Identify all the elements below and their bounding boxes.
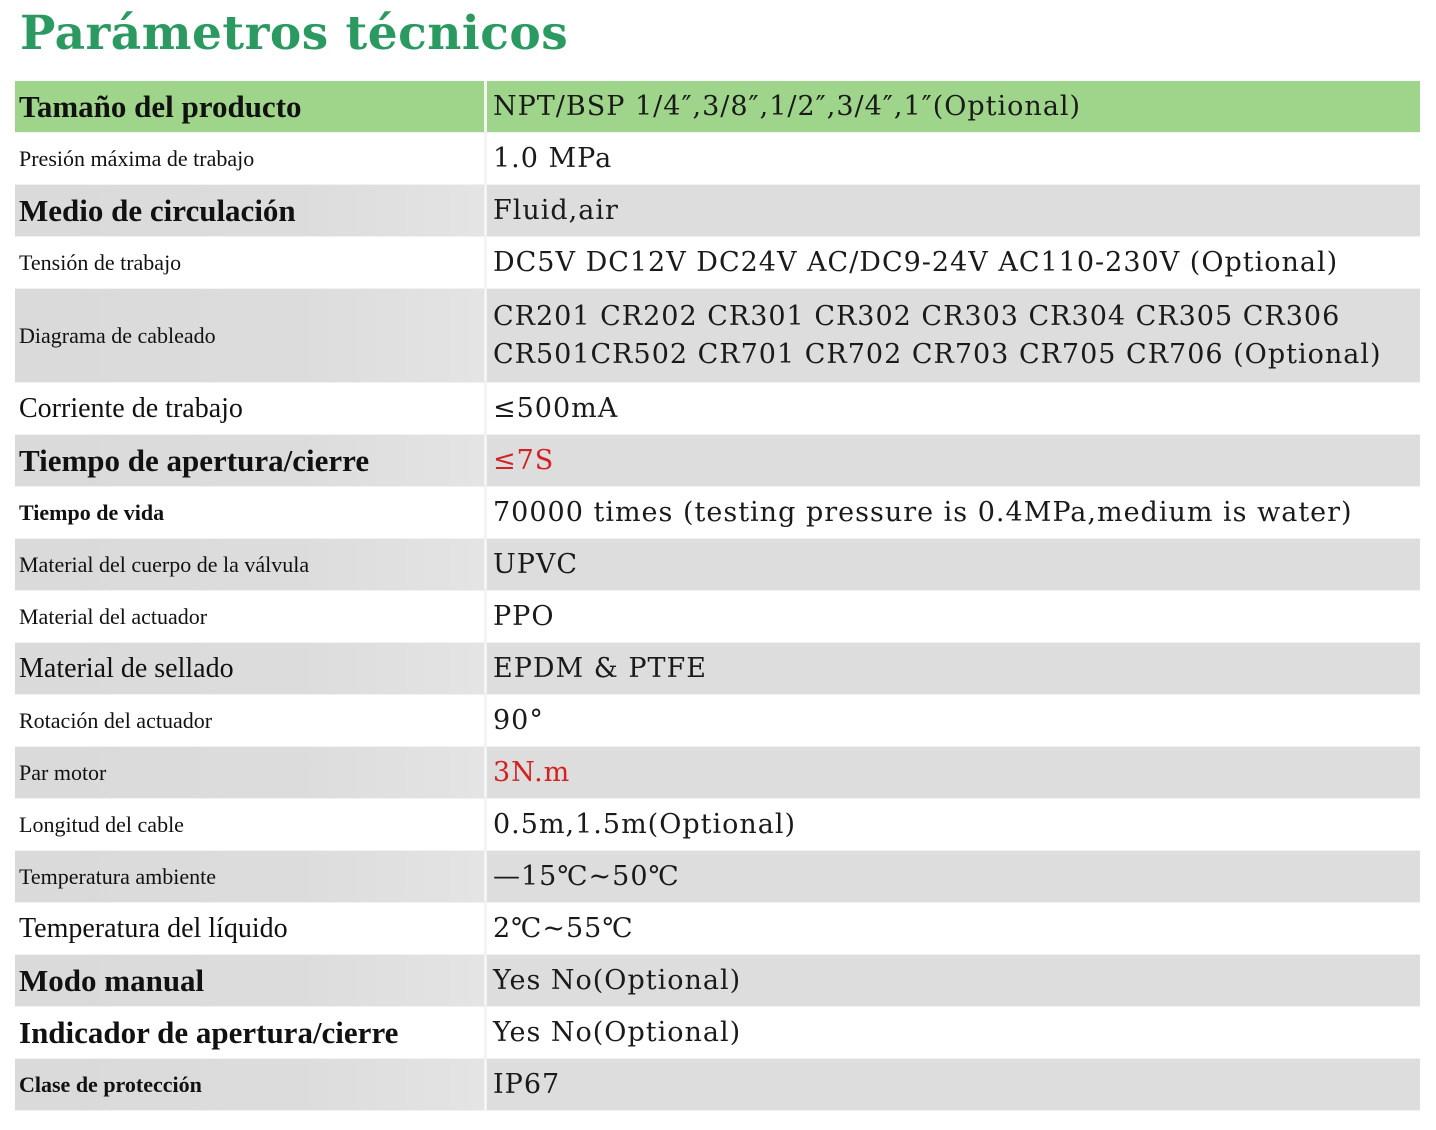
row-label: Material del cuerpo de la válvula bbox=[15, 539, 487, 590]
row-label: Clase de protección bbox=[15, 1059, 487, 1110]
row-value: NPT/BSP 1/4″,3/8″,1/2″,3/4″,1″(Optional) bbox=[487, 81, 1420, 132]
table-row bbox=[15, 81, 1420, 133]
row-label: Diagrama de cableado bbox=[15, 289, 487, 382]
row-label: Material del actuador bbox=[15, 591, 487, 642]
table-row bbox=[15, 133, 1420, 185]
table-row bbox=[15, 1059, 1420, 1111]
row-label: Rotación del actuador bbox=[15, 695, 487, 746]
row-value: PPO bbox=[487, 591, 1420, 642]
page-title: Parámetros técnicos bbox=[20, 6, 569, 61]
row-value: ≤500mA bbox=[487, 383, 1420, 434]
row-value: ≤7S bbox=[487, 435, 1420, 486]
row-value: Yes No(Optional) bbox=[487, 955, 1420, 1006]
row-label: Presión máxima de trabajo bbox=[15, 133, 487, 184]
table-row bbox=[15, 435, 1420, 487]
row-label: Medio de circulación bbox=[15, 185, 487, 236]
row-value: EPDM & PTFE bbox=[487, 643, 1420, 694]
row-value bbox=[487, 289, 1420, 382]
row-label: Par motor bbox=[15, 747, 487, 798]
row-value: IP67 bbox=[487, 1059, 1420, 1110]
table-row bbox=[15, 903, 1420, 955]
row-value: 3N.m bbox=[487, 747, 1420, 798]
table-row bbox=[15, 799, 1420, 851]
row-value: 90° bbox=[487, 695, 1420, 746]
row-label: Material de sellado bbox=[15, 643, 487, 694]
table-row bbox=[15, 185, 1420, 237]
table-row bbox=[15, 851, 1420, 903]
row-value: 1.0 MPa bbox=[487, 133, 1420, 184]
table-row bbox=[15, 289, 1420, 383]
table-row bbox=[15, 539, 1420, 591]
table-row bbox=[15, 955, 1420, 1007]
table-row bbox=[15, 1007, 1420, 1059]
row-label: Tiempo de vida bbox=[15, 487, 487, 538]
row-label: Tiempo de apertura/cierre bbox=[15, 435, 487, 486]
row-label: Temperatura ambiente bbox=[15, 851, 487, 902]
row-value: Yes No(Optional) bbox=[487, 1007, 1420, 1058]
row-value: 2℃~55℃ bbox=[487, 903, 1420, 954]
row-label: Temperatura del líquido bbox=[15, 903, 487, 954]
table-row bbox=[15, 487, 1420, 539]
row-value: UPVC bbox=[487, 539, 1420, 590]
row-label: Corriente de trabajo bbox=[15, 383, 487, 434]
table-row bbox=[15, 695, 1420, 747]
table-row bbox=[15, 591, 1420, 643]
row-value: —15℃~50℃ bbox=[487, 851, 1420, 902]
row-value-line: CR501CR502 CR701 CR702 CR703 CR705 CR706 (Optional) bbox=[493, 338, 1382, 370]
row-label: Tamaño del producto bbox=[15, 81, 487, 132]
table-row bbox=[15, 383, 1420, 435]
row-label: Tensión de trabajo bbox=[15, 237, 487, 288]
spec-table bbox=[15, 81, 1420, 1111]
row-value-line: CR201 CR202 CR301 CR302 CR303 CR304 CR305 CR306 bbox=[493, 300, 1341, 332]
row-value: 70000 times (testing pressure is 0.4MPa,medium is water) bbox=[487, 487, 1420, 538]
row-label: Longitud del cable bbox=[15, 799, 487, 850]
row-label: Modo manual bbox=[15, 955, 487, 1006]
row-label: Indicador de apertura/cierre bbox=[15, 1007, 487, 1058]
row-value: Fluid,air bbox=[487, 185, 1420, 236]
table-row bbox=[15, 747, 1420, 799]
table-row bbox=[15, 643, 1420, 695]
row-value: DC5V DC12V DC24V AC/DC9-24V AC110-230V (Optional) bbox=[487, 237, 1420, 288]
table-row bbox=[15, 237, 1420, 289]
row-value: 0.5m,1.5m(Optional) bbox=[487, 799, 1420, 850]
